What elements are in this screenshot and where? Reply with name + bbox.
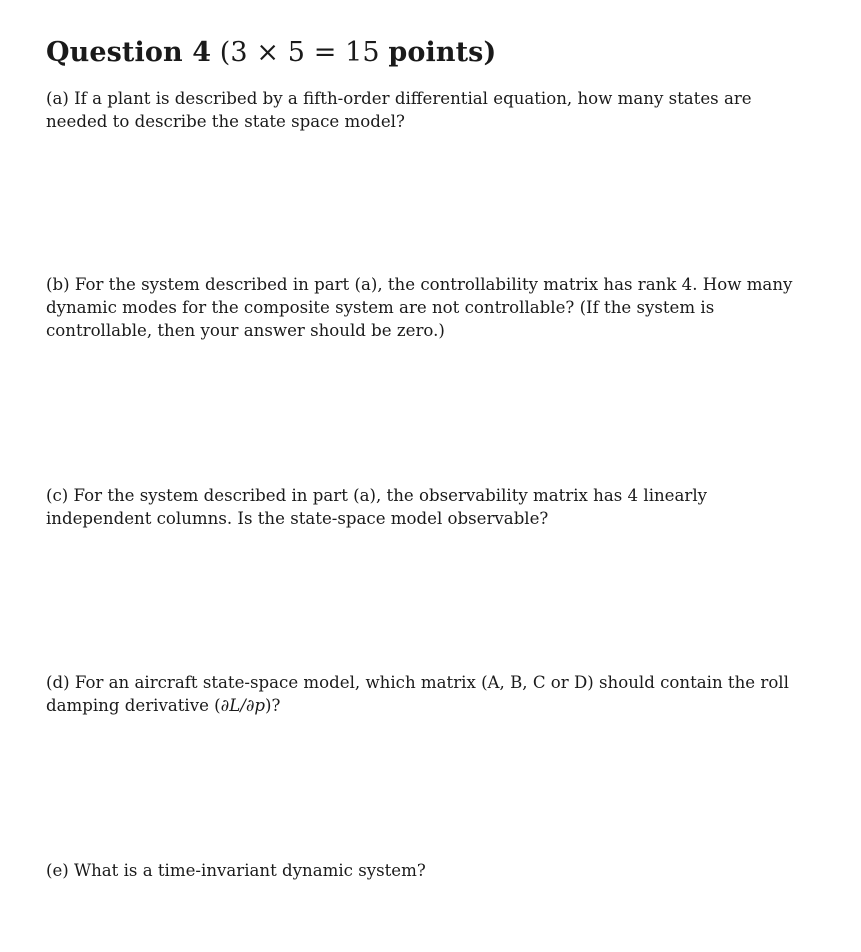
question-part-a: (a) If a plant is described by a fifth-order differential equation, how many states are needed to describe the state space model? (46, 89, 752, 131)
points-expression: (3 × 5 = 15 (219, 37, 380, 68)
question-part-d-text: (d) For an aircraft state-space model, which matrix (A, B, C or D) should contain the roll damping derivative ( (46, 673, 789, 715)
question-part-d (46, 671, 806, 717)
question-part-e: (e) What is a time-invariant dynamic system? (46, 861, 426, 880)
question-title (46, 36, 496, 70)
question-part-c: (c) For the system described in part (a), the observability matrix has 4 linearly independent columns. Is the state-space model observable? (46, 486, 708, 528)
points-label: points) (388, 37, 497, 68)
question-part-b: (b) For the system described in part (a), the controllability matrix has rank 4. How many dynamic modes for the composite system are not controllable? (If the system is controllable, then your answer should be zero.) (46, 275, 793, 340)
roll-damping-derivative: ∂L/∂p (220, 696, 266, 715)
question-part-d-end: )? (265, 696, 281, 715)
question-label: Question 4 (46, 37, 212, 68)
